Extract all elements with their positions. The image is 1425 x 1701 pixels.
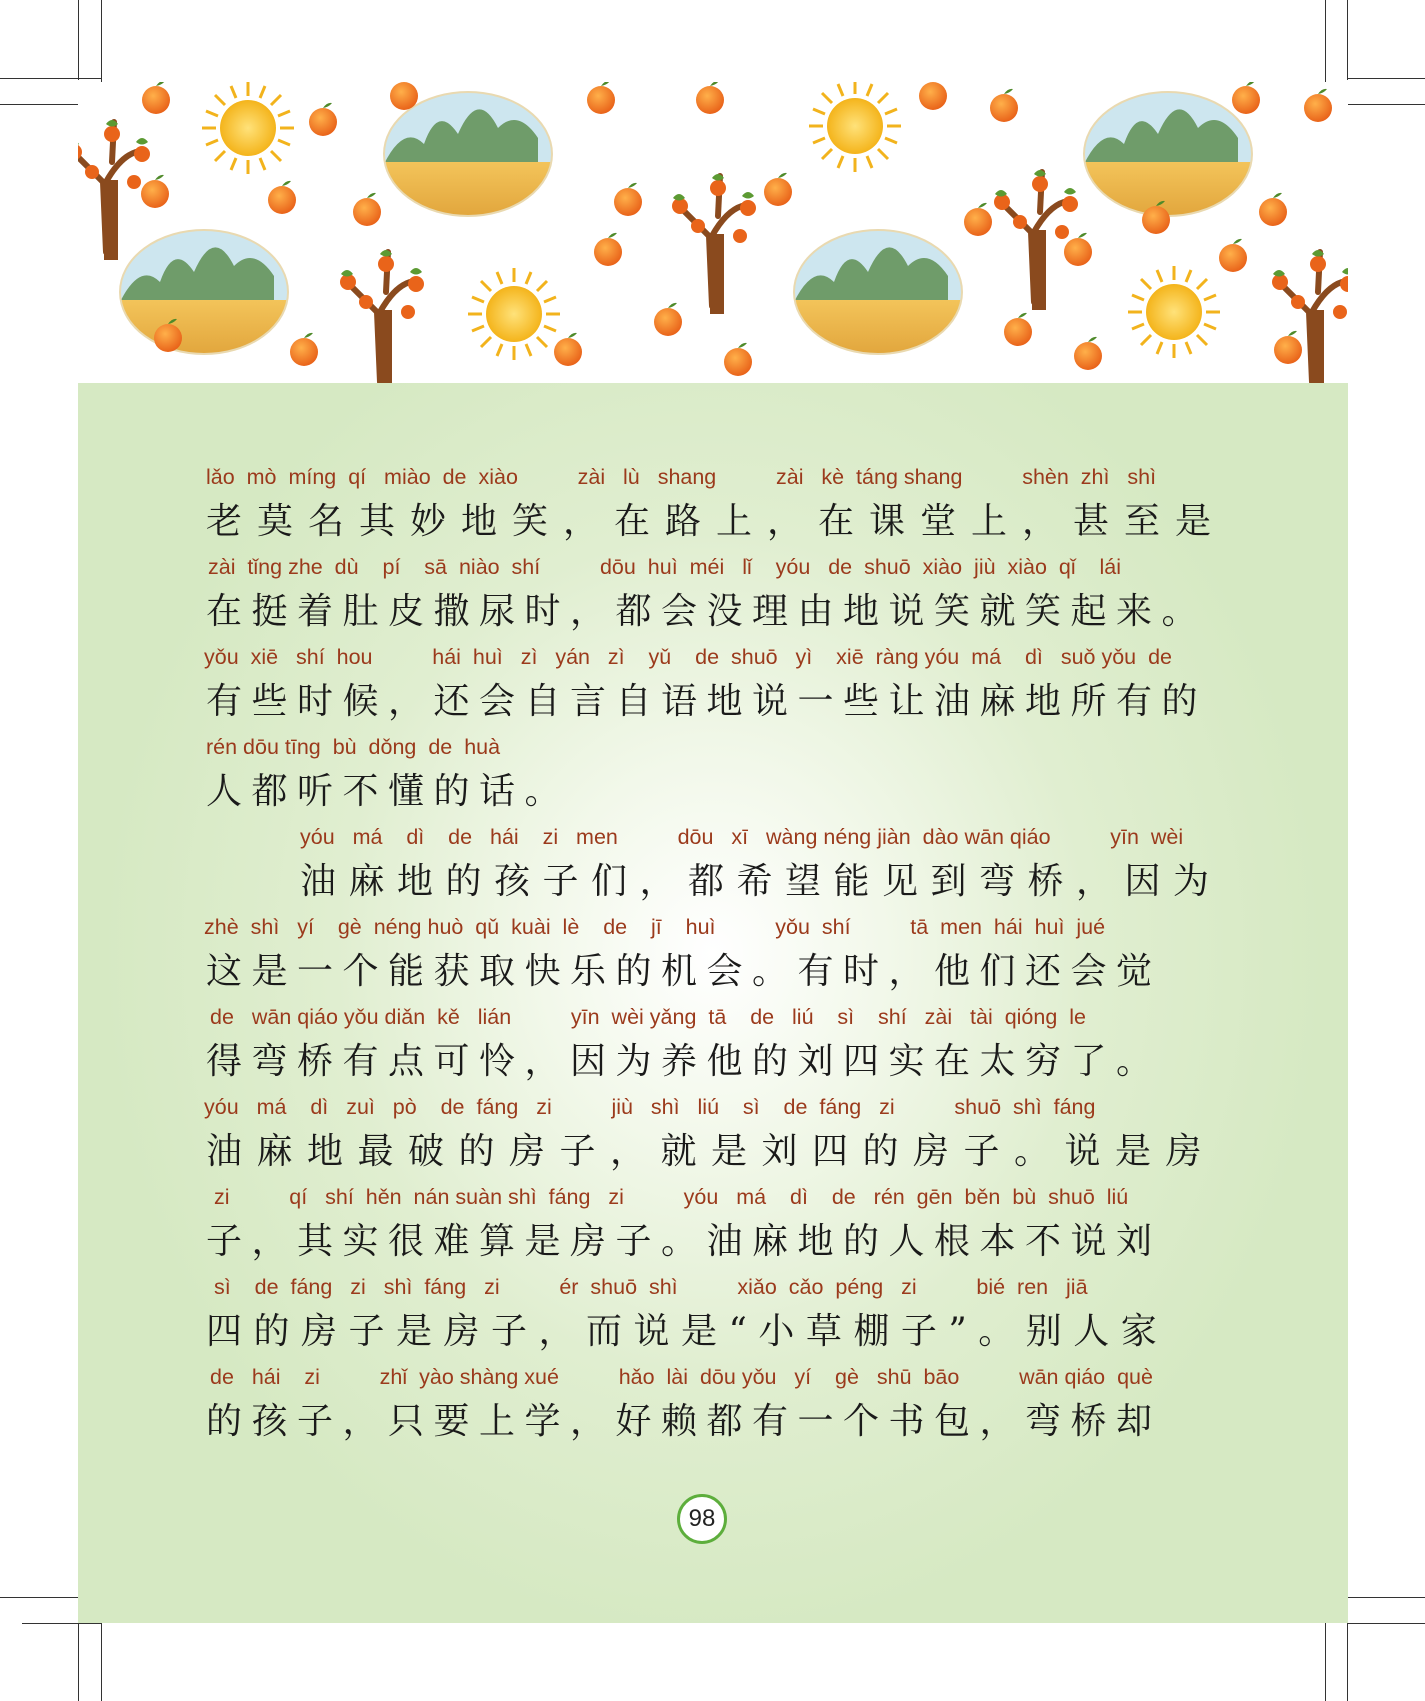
page-number: 98: [677, 1494, 727, 1544]
text-line: [78, 1365, 1348, 1455]
landscape-icon: [384, 92, 552, 222]
pinyin-row: sì de fáng zi shì fáng zi ér shuō shì xiǎo cǎo péng zi bié ren jiā: [214, 1275, 1088, 1299]
sun-icon: [1128, 266, 1220, 358]
hanzi-row: 的孩子，只要上学，好赖都有一个书包，弯桥却: [206, 1401, 1162, 1442]
hanzi-row: 油麻地的孩子们，都希望能见到弯桥，因为: [300, 861, 1222, 902]
pinyin-row: de hái zi zhǐ yào shàng xué hǎo lài dōu yǒu yí gè shū bāo wān qiáo què: [210, 1365, 1153, 1389]
sun-icon: [468, 268, 560, 360]
hanzi-row: 得弯桥有点可怜，因为养他的刘四实在太穷了。: [206, 1041, 1162, 1082]
text-line: [78, 825, 1348, 915]
crop-mark: [78, 0, 79, 80]
tree-icon: [340, 250, 424, 384]
tree-icon: [1272, 250, 1348, 384]
hanzi-row: 子，其实很难算是房子。油麻地的人根本不说刘: [206, 1221, 1162, 1262]
text-line: [78, 1275, 1348, 1365]
crop-mark: [1347, 78, 1425, 79]
hanzi-row: 这是一个能获取快乐的机会。有时，他们还会觉: [206, 951, 1162, 992]
hanzi-row: 在挺着肚皮撒尿时，都会没理由地说笑就笑起来。: [206, 591, 1208, 632]
crop-mark: [1347, 1623, 1348, 1701]
landscape-icon: [120, 230, 288, 360]
pinyin-row: de wān qiáo yǒu diǎn kě lián yīn wèi yǎng tā de liú sì shí zài tài qióng le: [210, 1005, 1086, 1029]
tree-icon: [672, 174, 756, 314]
decorative-banner: [78, 82, 1348, 384]
tree-icon: [78, 120, 150, 260]
hanzi-row: 油麻地最破的房子，就是刘四的房子。说是房: [206, 1131, 1217, 1172]
hanzi-row: 人都听不懂的话。: [206, 771, 571, 812]
hanzi-row: 四的房子是房子，而说是“小草棚子”。别人家: [206, 1311, 1169, 1352]
pinyin-row: yóu má dì de hái zi men dōu xī wàng néng jiàn dào wān qiáo yīn wèi: [300, 825, 1184, 849]
sun-icon: [202, 82, 294, 174]
pinyin-row: zhè shì yí gè néng huò qǔ kuài lè de jī huì yǒu shí tā men hái huì jué: [204, 915, 1106, 939]
pinyin-row: rén dōu tīng bù dǒng de huà: [206, 735, 501, 759]
text-line: [78, 465, 1348, 555]
tree-icon: [994, 170, 1078, 310]
text-line: [78, 1095, 1348, 1185]
text-line: [78, 735, 1348, 825]
banner-illustration: [78, 82, 1348, 384]
crop-mark: [22, 1623, 102, 1624]
landscape-icon: [1084, 92, 1252, 222]
landscape-icon: [794, 230, 962, 360]
sun-icon: [809, 82, 901, 172]
pinyin-row: zi qí shí hěn nán suàn shì fáng zi yóu má dì de rén gēn běn bù shuō liú: [214, 1185, 1129, 1209]
crop-mark: [1347, 0, 1348, 80]
pinyin-row: lǎo mò míng qí miào de xiào zài lù shang zài kè táng shang shèn zhì shì: [206, 465, 1157, 489]
hanzi-row: 有些时候，还会自言自语地说一些让油麻地所有的: [206, 681, 1208, 722]
pinyin-row: zài tǐng zhe dù pí sā niào shí dōu huì méi lǐ yóu de shuō xiào jiù xiào qǐ lái: [208, 555, 1122, 579]
pinyin-row: yóu má dì zuì pò de fáng zi jiù shì liú sì de fáng zi shuō shì fáng: [204, 1095, 1096, 1119]
crop-mark: [1347, 1623, 1425, 1624]
text-line: [78, 1005, 1348, 1095]
crop-mark: [78, 1623, 79, 1701]
text-line: [78, 645, 1348, 735]
crop-mark: [22, 78, 102, 79]
text-panel: [78, 383, 1348, 1623]
text-line: [78, 915, 1348, 1005]
pinyin-row: yǒu xiē shí hou hái huì zì yán zì yǔ de shuō yì xiē ràng yóu má dì suǒ yǒu de: [204, 645, 1172, 669]
text-line: [78, 555, 1348, 645]
hanzi-row: 老莫名其妙地笑，在路上，在课堂上，甚至是: [206, 501, 1227, 542]
text-line: [78, 1185, 1348, 1275]
